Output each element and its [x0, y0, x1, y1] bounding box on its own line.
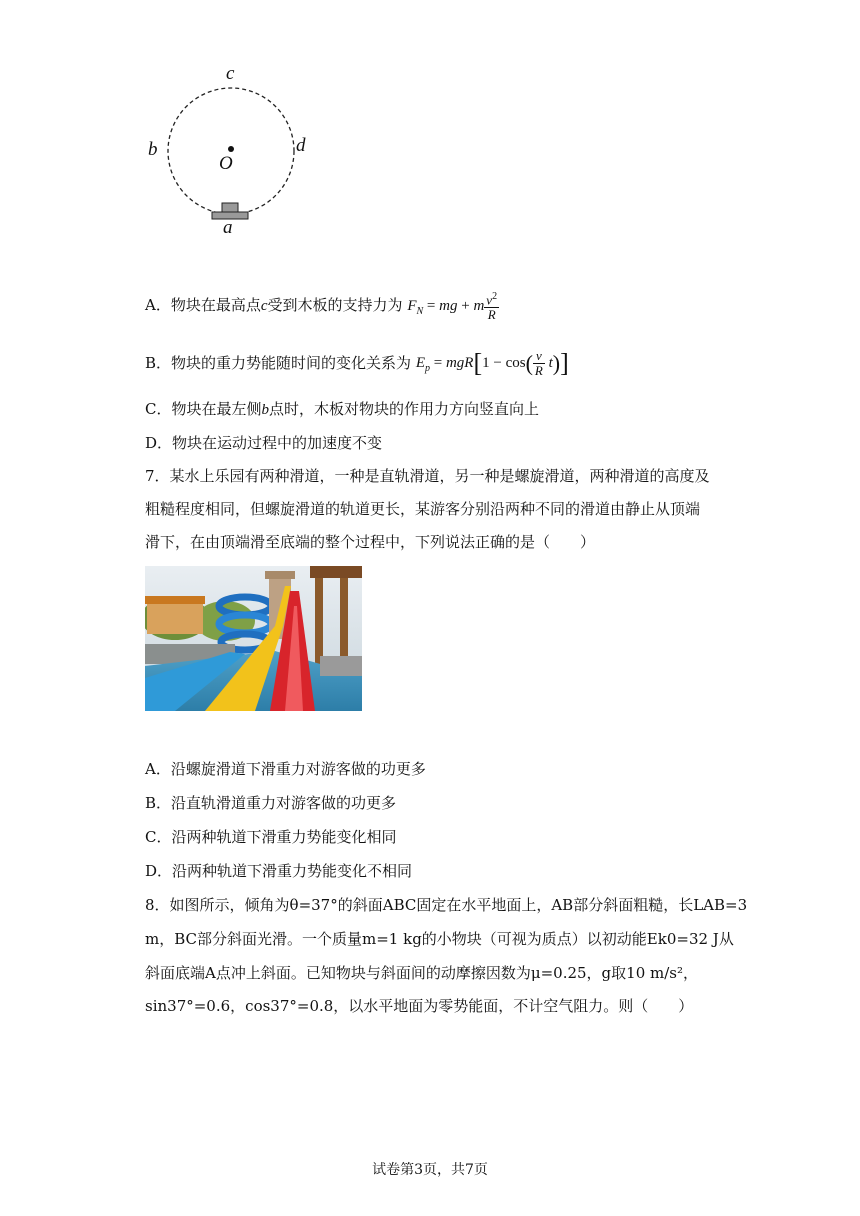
board-top	[222, 203, 238, 212]
label-O: O	[219, 153, 233, 174]
q7-option-a: A．沿螺旋滑道下滑重力对游客做的功更多	[145, 760, 426, 778]
label-d: d	[296, 135, 306, 156]
q8-line-4: sin37°=0.6，cos37°=0.8，以水平地面为零势能面，不计空气阻力。则（ ）	[145, 997, 694, 1015]
center-dot	[228, 146, 234, 152]
label-c: c	[226, 63, 235, 84]
q7-option-c: C．沿两种轨道下滑重力势能变化相同	[145, 828, 397, 846]
q8-line-1: 8．如图所示，倾角为θ=37°的斜面ABC固定在水平地面上，AB部分斜面粗糙，长LAB=3	[145, 896, 748, 914]
q6-option-c: C．物块在最左侧b点时，木板对物块的作用力方向竖直向上	[145, 400, 539, 418]
label-b: b	[148, 139, 158, 160]
q6-option-d: D．物块在运动过程中的加速度不变	[145, 434, 383, 452]
q6-option-a: A．物块在最高点c受到木板的支持力为 $F_N$ = mg + m $\frac{v^2}{R}$	[145, 291, 498, 323]
formula-support-force: $F_N$ = mg + m $\frac{v^2}{R}$	[407, 291, 498, 323]
q7-option-b: B．沿直轨滑道重力对游客做的功更多	[145, 794, 397, 812]
q7-stem: 7．某水上乐园有两种滑道，一种是直轨滑道，另一种是螺旋滑道，两种滑道的高度及粗糙程度相同，但螺旋滑道的轨道更长，某游客分别沿两种不同的滑道由静止从顶端滑下，在由顶端滑至底端的整个过程中，下列说法正确的是（ ）	[145, 467, 710, 551]
q8-line-3: 斜面底端A点冲上斜面。已知物块与斜面间的动摩擦因数为μ=0.25，g取10 m/s²，	[145, 964, 698, 982]
q7-option-d: D．沿两种轨道下滑重力势能变化不相同	[145, 862, 413, 880]
q6-option-b: B．物块的重力势能随时间的变化关系为 $E_p = mgR[1 - \cos$( $\frac{v}{R}$ t)]	[145, 348, 569, 378]
label-a: a	[223, 217, 233, 238]
water-slide-photo	[145, 566, 362, 711]
formula-potential-energy: $E_p = mgR[1 - \cos$( $\frac{v}{R}$ t)]	[415, 348, 569, 378]
page-footer: 试卷第3页，共7页	[372, 1162, 488, 1178]
q8-line-2: m，BC部分斜面光滑。一个质量m=1 kg的小物块（可视为质点）以初动能Ek0=32 J从	[145, 930, 734, 948]
